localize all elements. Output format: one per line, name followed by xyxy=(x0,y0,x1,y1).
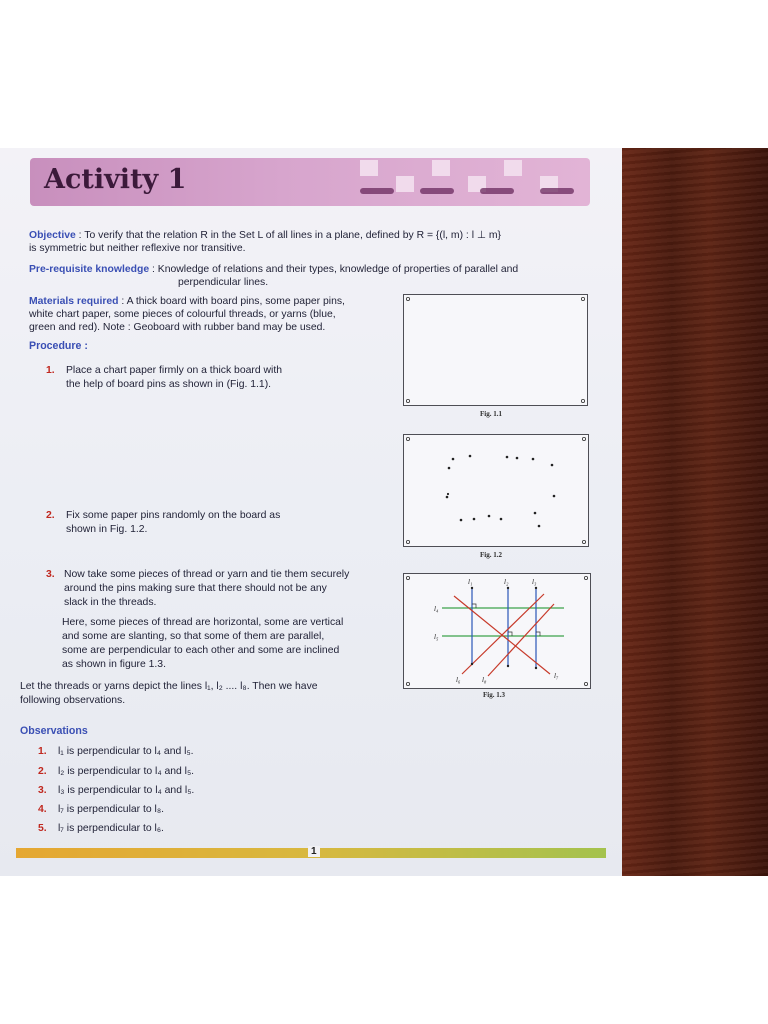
step-number: 3. xyxy=(46,569,55,580)
board-pin xyxy=(406,297,409,300)
materials-label: Materials required xyxy=(29,296,119,307)
step-1-line2: the help of board pins as shown in (Fig. 1.1). xyxy=(66,379,272,390)
step-number: 2. xyxy=(46,510,55,521)
banner-decoration xyxy=(540,188,574,194)
paper-pin xyxy=(516,457,519,460)
paper-pin xyxy=(488,515,491,518)
paper-pin xyxy=(506,456,509,459)
observation-item: l₃ is perpendicular to l₄ and l₅. xyxy=(58,785,195,796)
board-pin xyxy=(582,437,585,440)
banner-decoration xyxy=(420,188,454,194)
thread-l6 xyxy=(462,594,544,674)
observation-item: l₇ is perpendicular to l₆. xyxy=(58,823,164,834)
paper-pin xyxy=(532,458,535,461)
board-pin xyxy=(581,297,584,300)
paper-pin xyxy=(473,518,476,521)
board-pin xyxy=(406,682,409,685)
figure-1-3-board xyxy=(403,573,591,689)
label-l3: l₃ xyxy=(532,578,537,586)
paper-pin xyxy=(448,467,451,470)
paper-pin xyxy=(553,495,556,498)
objective-label: Objective xyxy=(29,230,76,241)
prerequisite-label: Pre-requisite knowledge xyxy=(29,264,150,275)
paper-pin xyxy=(507,587,509,589)
book-page xyxy=(0,148,622,876)
figure-1-2-pins xyxy=(404,435,588,546)
label-l8: l₈ xyxy=(482,676,487,684)
here-line-3: some are perpendicular to each other and some are inclined xyxy=(62,645,340,656)
thread-l8 xyxy=(488,604,554,676)
materials-text-line2: white chart paper, some pieces of colourful threads, or yarns (blue, xyxy=(29,309,336,320)
label-l5: l₅ xyxy=(434,633,439,641)
paper-pin xyxy=(452,458,455,461)
board-pin xyxy=(406,576,409,579)
paper-pin xyxy=(551,464,554,467)
materials-text-line1: : A thick board with board pins, some paper pins, xyxy=(121,296,345,307)
activity-banner xyxy=(30,158,590,206)
label-l4: l₄ xyxy=(434,605,439,613)
step-3-line1: Now take some pieces of thread or yarn and tie them securely xyxy=(64,569,350,580)
paper-pin xyxy=(507,665,509,667)
label-l6: l₆ xyxy=(456,676,461,684)
materials-text-line3: green and red). Note : Geoboard with rubber band may be used. xyxy=(29,322,326,333)
board-pin xyxy=(584,682,587,685)
materials-paragraph xyxy=(29,296,345,309)
procedure-heading: Procedure : xyxy=(29,340,88,352)
paper-pin xyxy=(447,493,449,495)
objective-paragraph xyxy=(29,230,609,243)
objective-text-line1: : To verify that the relation R in the Set L of all lines in a plane, defined by R = {(l, m) : l ⊥ m} xyxy=(78,230,501,241)
paper-pin xyxy=(535,587,537,589)
figure-1-2-caption: Fig. 1.2 xyxy=(480,551,502,559)
observation-item: l₇ is perpendicular to l₈. xyxy=(58,804,165,815)
prerequisite-text-line1: : Knowledge of relations and their types, knowledge of properties of parallel and xyxy=(152,264,519,275)
wooden-table-background xyxy=(620,148,768,876)
label-l7: l₇ xyxy=(554,672,559,680)
observation-item: l₁ is perpendicular to l₄ and l₅. xyxy=(58,746,194,757)
observation-number: 2. xyxy=(38,766,47,777)
here-line-1: Here, some pieces of thread are horizontal, some are vertical xyxy=(62,617,344,628)
banner-decoration xyxy=(396,176,414,192)
label-l2: l₂ xyxy=(504,578,509,586)
step-3-line2: around the pins making sure that there should not be any xyxy=(64,583,327,594)
let-line-2: following observations. xyxy=(20,695,126,706)
step-1-line1: Place a chart paper firmly on a thick board with xyxy=(66,365,282,376)
figure-1-1-caption: Fig. 1.1 xyxy=(480,410,502,418)
objective-text-line2: is symmetric but neither reflexive nor transitive. xyxy=(29,243,246,254)
step-3-line3: slack in the threads. xyxy=(64,597,157,608)
board-pin xyxy=(581,399,584,402)
activity-title: Activity 1 xyxy=(44,164,187,195)
banner-decoration xyxy=(360,188,394,194)
let-line-1: Let the threads or yarns depict the lines l₁, l₂ .... l₈. Then we have xyxy=(20,681,318,692)
banner-decoration xyxy=(504,160,522,176)
figure-1-3-diagram xyxy=(404,574,590,688)
observation-item: l₂ is perpendicular to l₄ and l₅. xyxy=(58,766,195,777)
banner-decoration xyxy=(480,188,514,194)
here-line-4: as shown in figure 1.3. xyxy=(62,659,166,670)
observation-number: 4. xyxy=(38,804,47,815)
banner-decoration xyxy=(432,160,450,176)
observation-number: 1. xyxy=(38,746,47,757)
paper-pin xyxy=(535,667,537,669)
paper-pin xyxy=(469,455,472,458)
board-pin xyxy=(406,540,409,543)
paper-pin xyxy=(538,525,541,528)
figure-1-2-board xyxy=(403,434,589,547)
paper-pin xyxy=(500,518,503,521)
observations-heading: Observations xyxy=(20,725,88,737)
board-pin xyxy=(406,399,409,402)
step-2-line2: shown in Fig. 1.2. xyxy=(66,524,148,535)
paper-pin xyxy=(471,587,473,589)
paper-pin xyxy=(446,496,449,499)
paper-pin xyxy=(471,663,473,665)
observation-number: 3. xyxy=(38,785,47,796)
prerequisite-text-line2: perpendicular lines. xyxy=(178,277,269,288)
here-line-2: and some are slanting, so that some of them are parallel, xyxy=(62,631,325,642)
step-2-line1: Fix some paper pins randomly on the board as xyxy=(66,510,281,521)
paper-pin xyxy=(534,512,537,515)
board-pin xyxy=(584,576,587,579)
banner-decoration xyxy=(360,160,378,176)
board-pin xyxy=(582,540,585,543)
label-l1: l₁ xyxy=(468,578,473,586)
figure-1-1-pins xyxy=(404,295,587,405)
step-number: 1. xyxy=(46,365,55,376)
board-pin xyxy=(406,437,409,440)
figure-1-3-caption: Fig. 1.3 xyxy=(483,691,505,699)
observation-number: 5. xyxy=(38,823,47,834)
prerequisite-paragraph xyxy=(29,264,609,277)
figure-1-1-board xyxy=(403,294,588,406)
page-number: 1 xyxy=(308,846,320,857)
paper-pin xyxy=(460,519,463,522)
